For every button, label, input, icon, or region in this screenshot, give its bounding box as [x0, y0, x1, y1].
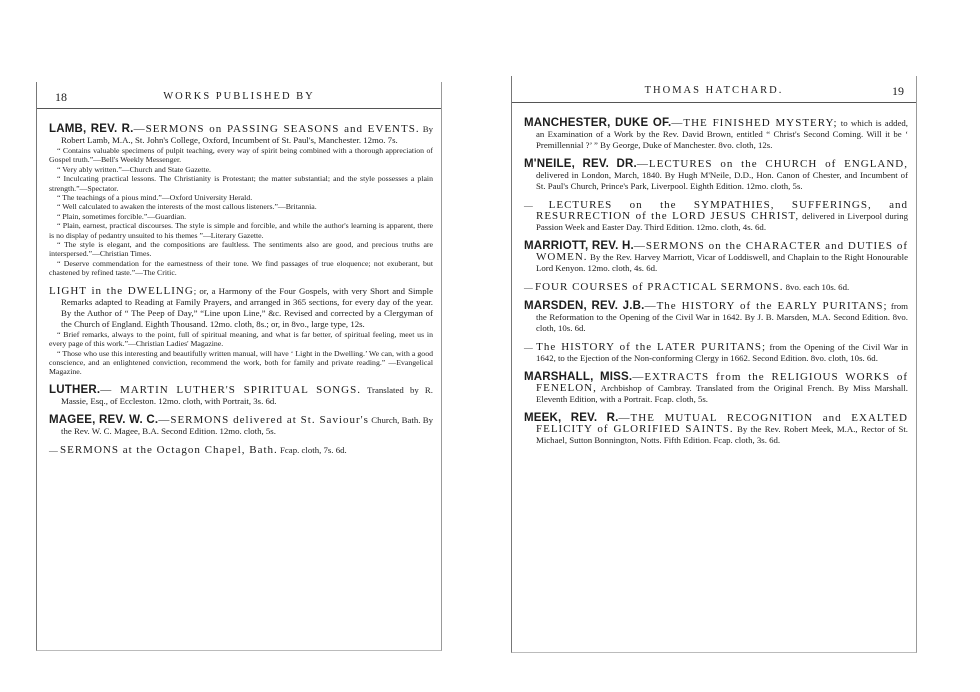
entry-name: MEEK, REV. R. [524, 412, 619, 424]
left-page-body [49, 124, 433, 464]
entry-name: LAMB, REV. R. [49, 123, 134, 135]
review-quote: “ The teachings of a pious mind.”—Oxford University Herald. [57, 193, 253, 203]
catalogue-entry [49, 415, 433, 437]
entry-author-line: Church, Bath. By the Rev. W. C. Magee, B.A. Second Edition. 12mo. cloth, 5s. [61, 414, 433, 436]
entry-author-line: from the Opening of the Civil War in 1642, to the Ejection of the Non-conforming Clergy in 1662. Second Edition. 8vo. cloth, 10s. 6d. [536, 342, 908, 363]
review-quote: “ Contains valuable specimens of pulpit teaching, every way of spirit being combined with a thorough appreciation of Gospel truth.”—Bell's Weekly Messenger. [49, 146, 433, 165]
entry-name: MARSDEN, REV. J.B. [524, 300, 645, 312]
catalogue-entry [524, 241, 908, 274]
left-page-header [37, 90, 441, 109]
entry-name: LIGHT in the DWELLING [49, 284, 194, 297]
entry-author-line: By the Rev. Harvey Marriott, Vicar of Loddiswell, and Chaplain to the Right Honourable Lord Kenyon. 12mo. cloth, 4s. 6d. [536, 252, 908, 273]
review-quote: “ The style is elegant, and the compositions are faultless. The sentiments also are good, and precious truths are interspersed.”—Christian Times. [49, 240, 433, 259]
entry-title: —LECTURES on the CHURCH of ENGLAND, [636, 158, 908, 170]
entry-author-line: Archbishop of Cambray. Translated from the Original French. By Miss Marshall. Eleventh Edition, with a Portrait. Fcap. cloth, 5s. [536, 383, 908, 404]
entry-author-line: By the Rev. Robert Meek, M.A., Rector of St. Michael, Sutton Bonnington, Notts. Fifth Edition. Fcap. cloth, 3s. 6d. [536, 424, 908, 445]
entry-name: MAGEE, REV. W. C. [49, 413, 159, 426]
catalogue-entry [524, 282, 908, 293]
entry-dash: — [524, 342, 533, 352]
catalogue-entry [49, 445, 433, 456]
entry-title: —THE FINISHED MYSTERY; [671, 117, 838, 129]
entry-author-line: 8vo. each 10s. 6d. [785, 282, 850, 292]
entry-title: —EXTRACTS from the RELIGIOUS WORKS of FENELON, [536, 371, 908, 394]
right-page-header [512, 84, 916, 103]
running-head: THOMAS HATCHARD. [644, 85, 784, 96]
entry-title: —SERMONS on the CHARACTER and DUTIES of WOMEN. [536, 240, 908, 263]
entry-author-line: delivered in London, March, 1840. By Hugh M'Neile, D.D., Hon. Canon of Chester, and Incumbent of St. Paul's Church, Prince's Park, Liverpool. Eighth Edition. 12mo. cloth, 5s. [536, 170, 908, 191]
entry-author-line: Translated by R. Massie, Esq., of Eccleston. 12mo. cloth, with Portrait, 3s. 6d. [61, 384, 434, 406]
entry-title: —SERMONS on PASSING SEASONS and EVENTS. [133, 123, 420, 135]
catalogue-entry [49, 286, 433, 377]
catalogue-entry [524, 200, 908, 233]
catalogue-entry [49, 124, 433, 278]
right-page [511, 76, 917, 653]
entry-dash: — [524, 282, 533, 292]
entry-title: —THE MUTUAL RECOGNITION and EXALTED FELICITY of GLORIFIED SAINTS. [536, 412, 908, 435]
entry-title: The HISTORY of the LATER PURITANS; [536, 341, 767, 353]
entry-author-line: from the Reformation to the Opening of the Civil War in 1642. By J. B. Marsden, M.A. Second Edition. 8vo. cloth, 10s. 6d. [536, 301, 909, 333]
review-quote: “ Brief remarks, always to the point, full of spiritual meaning, and what is far better, of spiritual feeling, meet us in every page of this work.”—Christian Ladies' Magazine. [49, 329, 433, 349]
page-number: 19 [892, 84, 904, 98]
entry-author-line: By Robert Lamb, M.A., St. John's College, Oxford, Incumbent of St. Paul's, Manchester. 12mo. 7s. [61, 124, 434, 145]
review-quote: “ Very ably written.”—Church and State Gazette. [57, 164, 212, 174]
review-quote: “ Deserve commendation for the earnestness of their tone. We find passages of true eloquence; not exuberant, but chastened by refined taste.”—The Critic. [49, 258, 433, 278]
review-quote: “ Inculcating practical lessons. The Christianity is Protestant; the matter substantial; and the style possesses a plain strength.”—Spectator. [49, 174, 433, 193]
entry-title: FOUR COURSES of PRACTICAL SERMONS. [535, 281, 784, 293]
entry-author-line: delivered in Liverpool during Passion Week and Easter Day. Third Edition. 12mo. cloth, 4s. 6d. [536, 211, 908, 232]
entry-name: M'NEILE, REV. DR. [524, 158, 637, 170]
entry-author-line: Fcap. cloth, 7s. 6d. [280, 444, 347, 455]
catalogue-entry [524, 118, 908, 151]
catalogue-entry [524, 159, 908, 192]
review-quote: “ Well calculated to awaken the interests of the most callous listeners.”—Britannia. [57, 202, 317, 212]
entry-dash: — [49, 444, 58, 455]
entry-name: MARSHALL, MISS. [524, 371, 633, 383]
entry-name: MARRIOTT, REV. H. [524, 240, 634, 252]
catalogue-entry [524, 413, 908, 446]
catalogue-entry [524, 301, 908, 334]
entry-title: ; or, a Harmony of the Four Gospels, with very Short and Simple Remarks adapted to Reading at Family Prayers, and arranged in 365 sections, for every day of the year. By the Author of “ The Peep of Day,” “Line upon Line,” &c. Revised and corrected by a Clergyman of the Church of England. Eighth Thousand. 12mo. cloth, 8s.; or, in 8vo., large type, 12s. [61, 285, 433, 329]
entry-title: —The HISTORY of the EARLY PURITANS; [644, 300, 888, 312]
running-head: WORKS PUBLISHED BY [163, 91, 315, 102]
entry-title: — MARTIN LUTHER'S SPIRITUAL SONGS. [100, 383, 361, 396]
entry-author-line: to which is added, an Examination of a Work by the Rev. David Brown, entitled “ Christ's Second Coming. Will it be ‘ Premillennial ?’ ” By George, Duke of Manchester. 8vo. cloth, 12s. [536, 118, 909, 150]
review-quote: “ Plain, earnest, practical discourses. The style is simple and forcible, and while the author's learning is apparent, there is no display of pedantry unsuited to his themes ”—Literary Gazette. [49, 221, 433, 240]
review-quote: “ Those who use this interesting and beautifully written manual, will have ‘ Light in the Dwelling.’ We can, with a good conscience, and an enlightened conviction, recommend the work, both for family and private reading.” —Evangelical Magazine. [49, 348, 433, 377]
left-page [36, 82, 442, 651]
entry-dash: — [524, 200, 533, 210]
entry-title: —SERMONS delivered at St. Saviour's [158, 413, 369, 426]
page-number: 18 [55, 90, 67, 104]
entry-name: LUTHER. [49, 383, 101, 396]
catalogue-entry [49, 385, 433, 407]
catalogue-entry [524, 342, 908, 364]
entry-title: SERMONS at the Octagon Chapel, Bath. [60, 443, 278, 456]
catalogue-entry [524, 372, 908, 405]
entry-title: LECTURES on the SYMPATHIES, SUFFERINGS, and RESURRECTION of the LORD JESUS CHRIST, [536, 199, 908, 222]
right-page-body [524, 118, 908, 454]
review-quote: “ Plain, sometimes forcible.”—Guardian. [57, 211, 187, 221]
entry-name: MANCHESTER, DUKE OF. [524, 117, 672, 129]
